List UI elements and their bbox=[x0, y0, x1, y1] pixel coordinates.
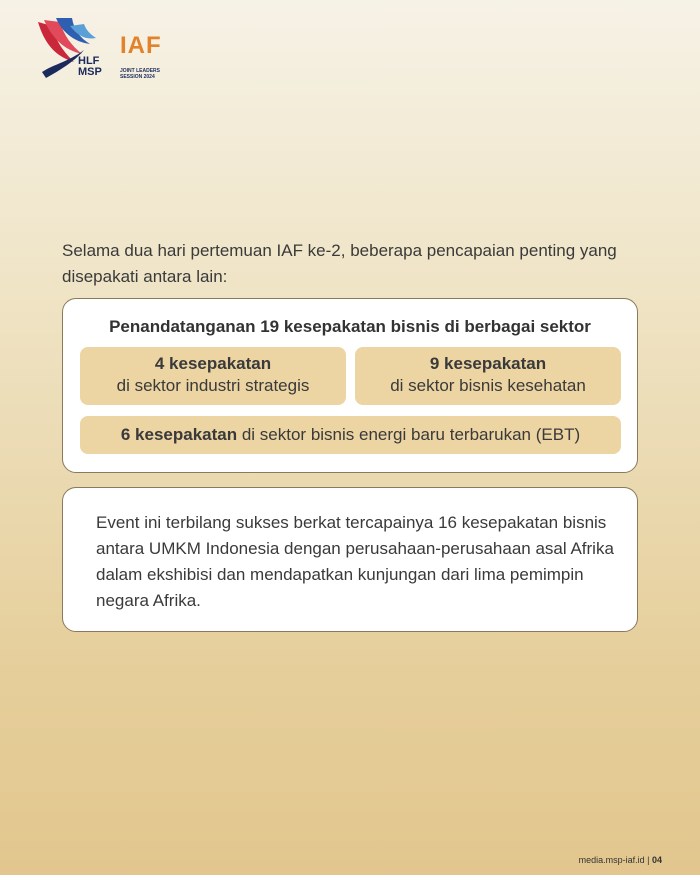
agreements-card bbox=[62, 298, 638, 473]
pill-c-count: 6 kesepakatan bbox=[120, 425, 238, 444]
footer bbox=[579, 855, 662, 865]
page-number: 04 bbox=[651, 855, 662, 865]
pill-a-sector: di sektor industri strategis bbox=[116, 376, 310, 395]
pill-bisnis-kesehatan bbox=[355, 347, 621, 405]
iaf-wordmark: IAF bbox=[120, 32, 162, 59]
intro-paragraph: Selama dua hari pertemuan IAF ke-2, beberapa pencapaian penting yang disepakati antara lain: bbox=[62, 241, 617, 286]
event-summary-text: Event ini terbilang sukses berkat tercapainya 16 kesepakatan bisnis antara UMKM Indonesia dengan perusahaan-perusahaan asal Afrika dalam ekshibisi dan mendapatkan kunjungan dari lima pemimpin negara Afrika. bbox=[96, 513, 614, 610]
event-summary-card bbox=[62, 487, 638, 632]
pill-a-count: 4 kesepakatan bbox=[154, 354, 272, 373]
footer-url: media.msp-iaf.id bbox=[578, 855, 645, 865]
pill-c-sector: di sektor bisnis energi baru terbarukan (EBT) bbox=[237, 425, 581, 444]
footer-separator: | bbox=[647, 855, 650, 865]
pill-b-count: 9 kesepakatan bbox=[429, 354, 547, 373]
hlf-msp-wordmark: HLF MSP bbox=[78, 55, 102, 78]
pill-energi-baru-terbarukan bbox=[80, 416, 621, 454]
header-logos bbox=[34, 12, 174, 84]
pill-industri-strategis bbox=[80, 347, 346, 405]
agreements-card-title: Penandatanganan 19 kesepakatan bisnis di berbagai sektor bbox=[109, 317, 591, 336]
iaf-session-label: JOINT LEADERS SESSION 2024 bbox=[120, 68, 161, 80]
pill-b-sector: di sektor bisnis kesehatan bbox=[390, 376, 586, 395]
